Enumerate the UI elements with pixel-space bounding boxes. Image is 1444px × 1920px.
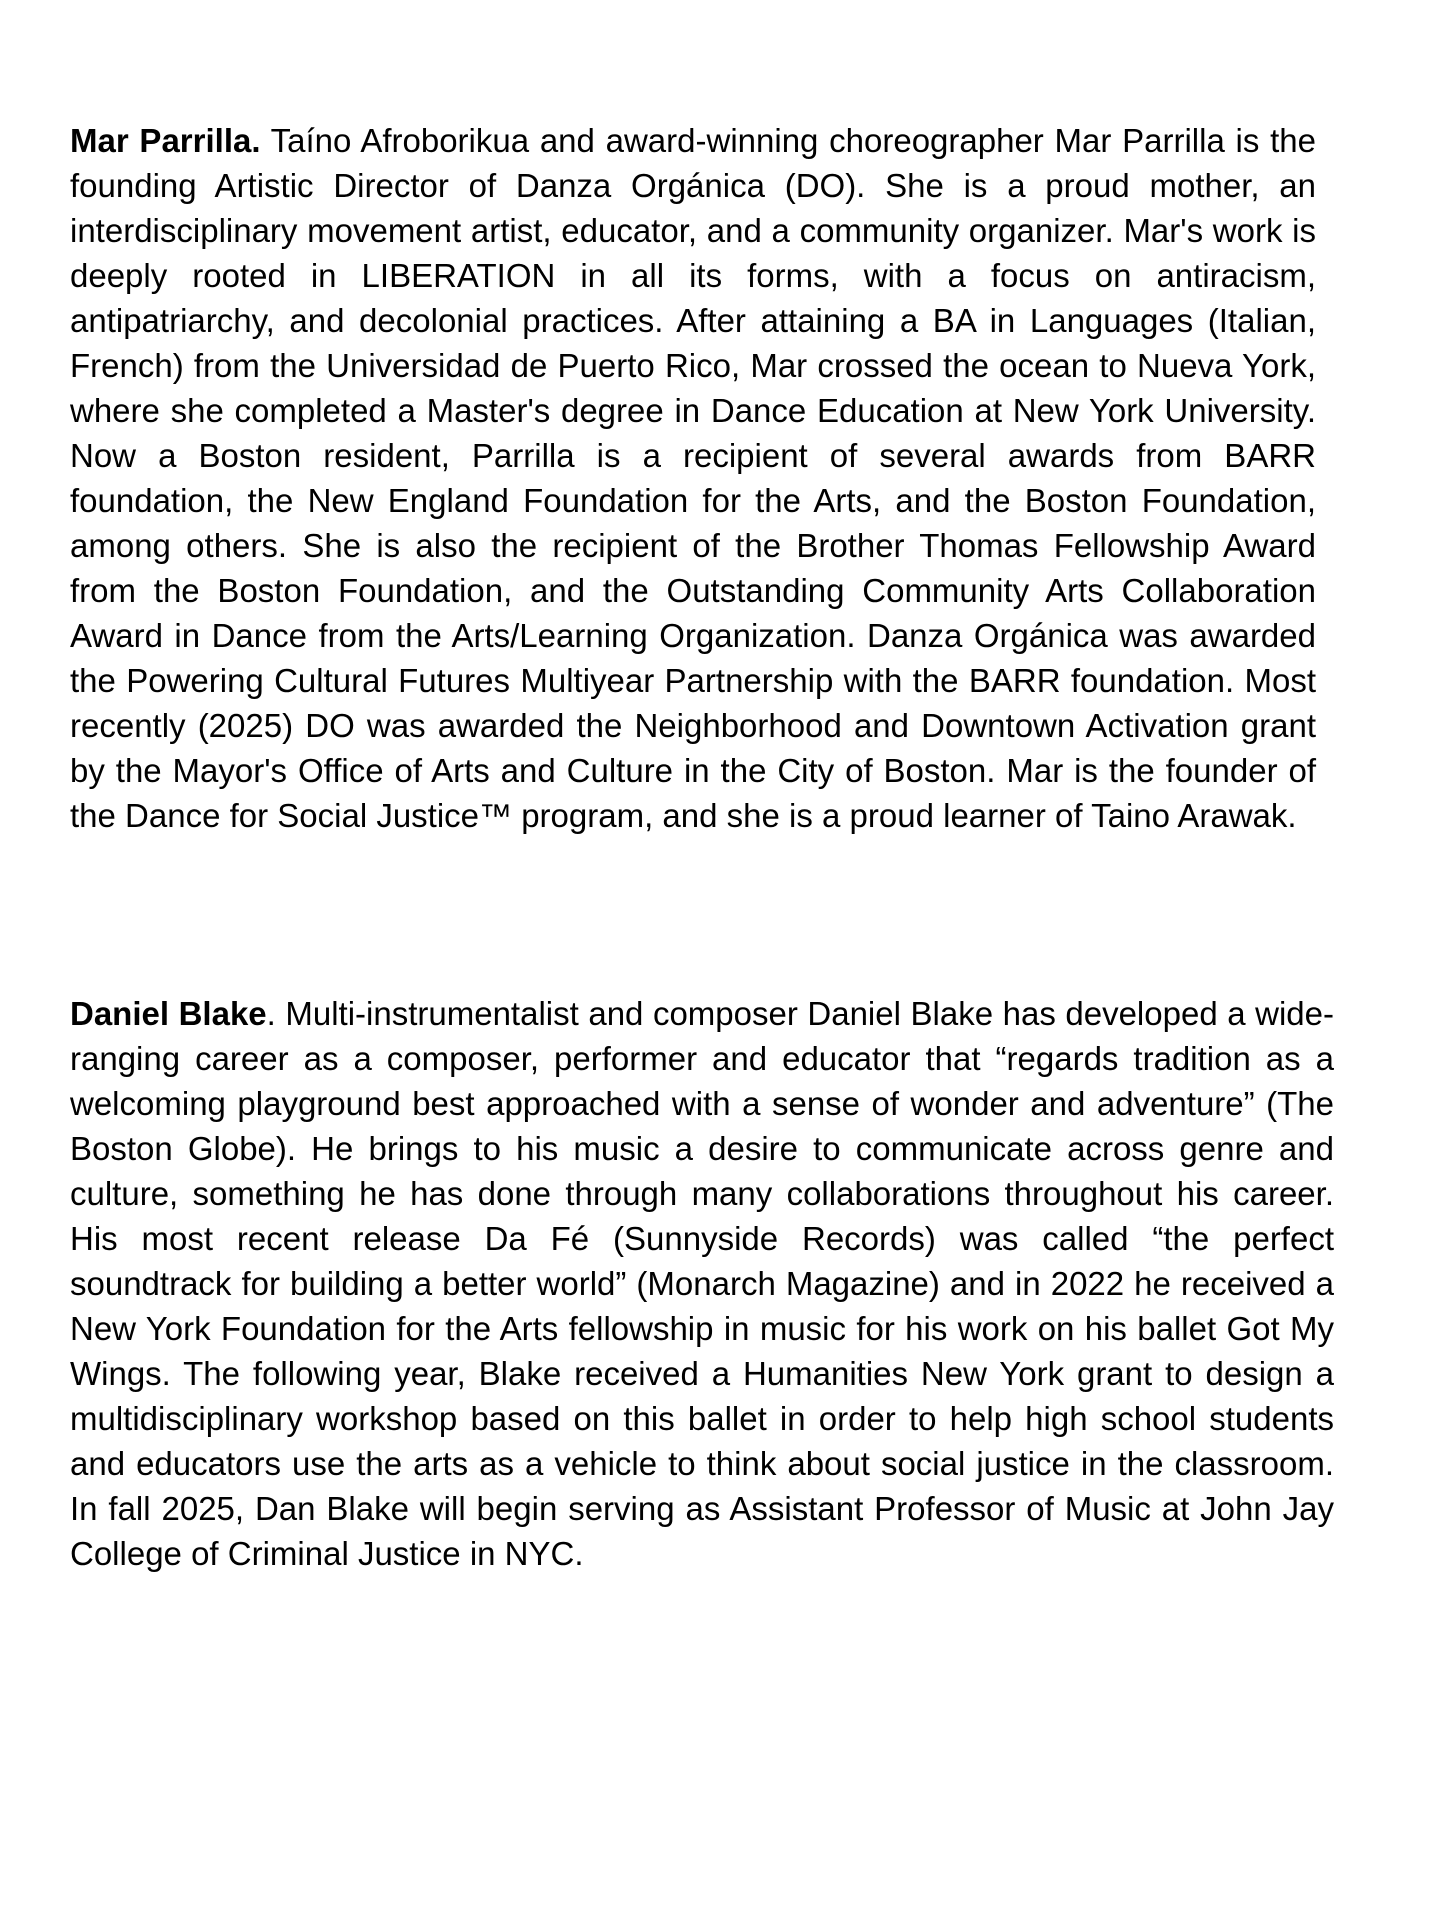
bio-daniel-blake [70, 991, 1334, 1576]
bio-text: Taíno Afroborikua and award-winning choreographer Mar Parrilla is the founding Artistic Director of Danza Orgánica (DO). She is a proud mother, an interdisciplinary movement artist, educator, and a community organizer. Mar's work is deeply rooted in LIBERATION in all its forms, with a focus on antiracism, antipatriarchy, and decolonial practices. After attaining a BA in Languages (Italian, French) from the Universidad de Puerto Rico, Mar crossed the ocean to Nueva York, where she completed a Master's degree in Dance Education at New York University. Now a Boston resident, Parrilla is a recipient of several awards from BARR foundation, the New England Foundation for the Arts, and the Boston Foundation, among others. She is also the recipient of the Brother Thomas Fellowship Award from the Boston Foundation, and the Outstanding Community Arts Collaboration Award in Dance from the Arts/Learning Organization. Danza Orgánica was awarded the Powering Cultural Futures Multiyear Partnership with the BARR foundation. Most recently (2025) DO was awarded the Neighborhood and Downtown Activation grant by the Mayor's Office of Arts and Culture in the City of Boston. Mar is the founder of the Dance for Social Justice™ program, and she is a proud learner of Taino Arawak. [70, 122, 1316, 834]
bio-mar-parrilla [70, 118, 1316, 838]
bio-name: Daniel Blake [70, 995, 267, 1032]
bio-text: . Multi-instrumentalist and composer Daniel Blake has developed a wide-ranging career as a composer, performer and educator that “regards tradition as a welcoming playground best approached with a sense of wonder and adventure” (The Boston Globe). He brings to his music a desire to communicate across genre and culture, something he has done through many collaborations throughout his career. His most recent release Da Fé (Sunnyside Records) was called “the perfect soundtrack for building a better world” (Monarch Magazine) and in 2022 he received a New York Foundation for the Arts fellowship in music for his work on his ballet Got My Wings. The following year, Blake received a Humanities New York grant to design a multidisciplinary workshop based on this ballet in order to help high school students and educators use the arts as a vehicle to think about social justice in the classroom. In fall 2025, Dan Blake will begin serving as Assistant Professor of Music at John Jay College of Criminal Justice in NYC. [70, 995, 1334, 1572]
bio-name: Mar Parrilla. [70, 122, 261, 159]
